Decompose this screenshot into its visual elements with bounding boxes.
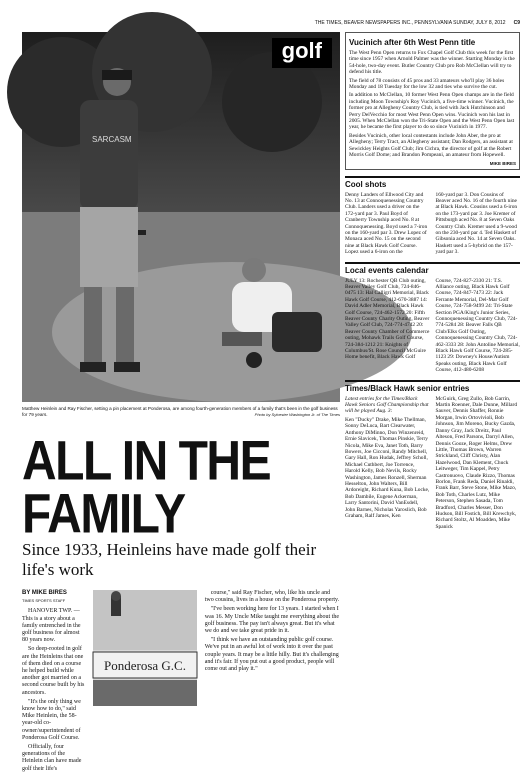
vucinich-paragraph: The West Penn Open returns to Fox Chapel Golf Club this week for the first time since 1957 when Arnold Palmer was the winner. Starting Monday is the 54-hole, two-day event. Butler Country Club pro Rob McClellan will try to defend his title. bbox=[349, 50, 515, 76]
story-paragraph: Officially, four generations of the Heinlein clan have made golf their life's bbox=[22, 744, 82, 772]
photo-caption bbox=[22, 406, 340, 418]
vucinich-title: Vucinich after 6th West Penn title bbox=[349, 38, 476, 47]
cool-shots-right: 160-yard par 3. Don Cousins of Beaver aced No. 16 of the fourth nine at Black Hawk. Cousins used a 6-iron on the 173-yard par 3. Joe Kremer of Pittsburgh aced No. 8 at Seven Oaks Country Club. Kremer used a 9-wood on the 230-yard par 4. Ted Haskett of Gibsonia aced No. 14 at Seven Oaks. Haskett used a 5-hybrid on the 157-yard par 3. bbox=[435, 191, 518, 256]
vucinich-paragraph: Besides Vucinich, other local contestants include John Aber, the pro at Allegheny; Terry Tract, an Allegheny assistant; Dan Rodgers, an assistant at Sewickley Heights Golf Club; Jim Cichra, the director of golf at the Robert Morris Golf Dome; and Brandon Pompeani, an amateur from Hopewell. bbox=[349, 132, 513, 159]
ponderosa-photo bbox=[93, 590, 197, 706]
headline: ALL IN THE FAMILY bbox=[22, 431, 271, 546]
seniors-left: Ken "Ducky" Drake, Mike Thellman, Sonny DeLuca, Bart Clearwater, Anthony DiMinno, Don Winzenreid, Ernie Slavicek, Thomas Pinskie, Terry Nicola, Mike Eva, Janet Toth, Barry Bowers, Joe Cicconi, Randy Mitchell, Gary Hall, Ron Hudak, Jeffrey Scholl, Michael Cuthbert, Joe Torrence, Harold Kelly, Bob Nevils, Rocky Washington, James Ronzell, Sherman Hesselton, John Walters, Bill Ardoreight, Richard Kuna, Bob Locke, Bob Dambile, Eugene Ackerman, Larry Santorini, David VanEsdell, John Barnes, Nicholas Yaroslich, Bob Graham, Ralf James, Ken bbox=[345, 416, 430, 519]
page-header bbox=[22, 20, 520, 30]
seniors-intro: Latest entries for the Times/Black Hawk Seniors Golf Championship that will be played Aug. 3: bbox=[345, 395, 429, 415]
calendar-title: Local events calendar bbox=[345, 262, 520, 275]
sign-text: Ponderosa G.C. bbox=[103, 658, 186, 673]
main-story-column bbox=[22, 32, 340, 775]
ponderosa-sign-image bbox=[93, 590, 197, 706]
page-number: C9 bbox=[513, 20, 520, 26]
story-paragraph: course," said Ray Fischer, who, like his uncle and two cousins, lives in a house on the Ponderosa property. bbox=[204, 590, 340, 604]
caption-text: Matthew Heinlein and Ray Fischer, setting a pin placement at Ponderosa, are among fourth-generation members of a family that's been in the golf business for 79 years. bbox=[22, 406, 338, 417]
seniors-title: Times/Black Hawk senior entries bbox=[345, 380, 520, 393]
calendar-left: JULY 13: Rochester QB Club outing, Beaver Valley Golf Club, 724-846-0475 13: Hal Calligri Memorial, Black Hawk Golf Course, 412-670-3887 14: David Adler Memorial, Black Hawk Golf Course, 724-462-1572 20: Fifth Beaver County Charity Outing, Beaver Valley Golf Club, 724-774-4742 20: Beaver County Chamber of Commerce outing, Mohawk Trails Golf Course, 724-384-1212 21: Knights of Columbus/St. Rose Council McGuire Home benefit, Black Hawk Golf bbox=[345, 277, 430, 361]
shirt-text: SARCASM bbox=[92, 135, 132, 144]
story-column-3 bbox=[205, 590, 340, 775]
story-column-1 bbox=[22, 590, 85, 775]
calendar-section bbox=[345, 262, 520, 374]
byline: BY MIKE BIRES bbox=[22, 590, 67, 596]
lead-photo bbox=[22, 32, 340, 402]
cool-shots-section bbox=[345, 176, 520, 256]
story-body bbox=[22, 590, 340, 775]
golf-course-photo bbox=[22, 32, 340, 402]
story-paragraph: "It's the only thing we know how to do," said Mike Heinlein, the 58-year-old co-owner/superintendent of Ponderosa Golf Course. bbox=[22, 698, 81, 741]
story-paragraph: So deep-rooted in golf are the Heinleins that one of them died on a course he helped build while another got married on a second course built by his ancestors. bbox=[22, 646, 85, 696]
deck: Since 1933, Heinleins have made golf their life's work bbox=[22, 540, 317, 579]
seniors-section bbox=[345, 380, 520, 531]
sidebar-column bbox=[345, 32, 520, 536]
vucinich-paragraph: The field of 78 consists of 45 pros and 33 amateurs who'll play 36 holes Monday and 18 Tuesday for the low 32 and ties who survive the cut. bbox=[349, 77, 505, 91]
calendar-right: Course, 724-827-2330 21: T.S. Alliance outing, Black Hawk Golf Course, 724-847-7473 22: Jack Ferrante Memorial, Del-Mar Golf Course, 724-758-9499 24: Tri-State Section PGA/King's Junior Series, Connoquenessing Country Club, 724-774-5284 28: Beaver Falls QB Club/Elks Golf Outing, Connoquenessing Country Club, 724-462-3333 28: John Antoline Memorial, Black Hawk Golf Course, 724-285-1123 29: Downey's House/Autism Speaks outing, Black Hawk Golf Course, 412-480-6208 bbox=[435, 277, 520, 374]
story-paragraph: HANOVER TWP. — This is a story about a family entrenched in the golf business for almost 80 years now. bbox=[22, 608, 81, 644]
story-paragraph: "I've been working here for 13 years. I started when I was 16. My Uncle Mike taught me everything about the golf business. The pay isn't always great. But it's what we do and we take great pride in it. bbox=[204, 606, 340, 635]
byline-sub: TIMES SPORTS STAFF bbox=[22, 598, 66, 604]
vucinich-paragraph: In addition to McClellan, 10 former West Penn Open champs are in the field including Moon Township's Roy Vucinich, a five-time winner. Vucinich, the former pro at Allegheny Country Club, is tied with Jack Hutchinson and Perry DelVecchio for most West Penn Open wins. Vucinich won his last in 2005. When McClellan won the Tri-State Open and the West Penn Open last year, he became the first player to do so since Vucinich in 1977. bbox=[349, 92, 515, 131]
section-badge: golf bbox=[272, 38, 332, 68]
story-paragraph: "I think we have an outstanding public golf course. We've put in an awful lot of work into it over the past couple years. It may be a little hilly. But it's challenging and it's fair. If you put out a good product, people will come out and play it." bbox=[204, 637, 339, 673]
vucinich-body bbox=[349, 50, 516, 159]
photo-credit: Photo by Sylvester Washington Jr. of The Times bbox=[254, 412, 340, 417]
seniors-right: McGuirk, Greg Zullo, Bob Garrin, Martin Roenner, Dale Dunne, Millard Sauver, Dennis Shaffer, Ronnie Morgan, Irwin Ortovivioli, Bob Johnson, Jim Moreno, Bucky Gazda, Danny Gray, Jack Dreitz, Paul Alteson, Fred Parsons, Darryl Allen, Dennis Gooze, Roger Helms, Drew Little, Thomas Brown, Warren Strickland, Cliff Christy, Alan Hazelwood, Dan Klement, Chuck Leitweger, Tim Kappel, Petry Castronuovo, Claude Rizzo, Thomas Borlon, Frank Reda, Daniel Rinaldi, Frank Barr, Steve Stone, Mike Mazo, Bob Toth, Charles Lutz, Mike Peterson, Stephen Sasada, Tom Bradford, Charles Messer, Don Hudson, Bill Fostich, Bill Krewchyk, Richard Stoltz, Al Moadden, Mike Spanick bbox=[435, 395, 518, 530]
vucinich-section bbox=[345, 32, 520, 170]
cool-shots-title: Cool shots bbox=[345, 176, 520, 189]
cool-shots-left: Denny Landers of Ellwood City and No. 13 at Connoquenessing Country Club. Landers used a driver on the 172-yard par 3. Paul Boyd of Cranberry Township aced No. 8 at Connoquenessing. Boyd used a 7-iron on the 160-yard par 3. Drew Lopez of Monaca aced No. 15 on the second nine at Black Hawk Golf Course. Lopez used a 6-iron on the bbox=[345, 191, 428, 256]
vucinich-signature: MIKE BIRES bbox=[489, 160, 516, 166]
masthead-text: THE TIMES, BEAVER NEWSPAPERS INC., PENNSYLVANIA SUNDAY, JULY 8, 2012 bbox=[314, 20, 506, 26]
